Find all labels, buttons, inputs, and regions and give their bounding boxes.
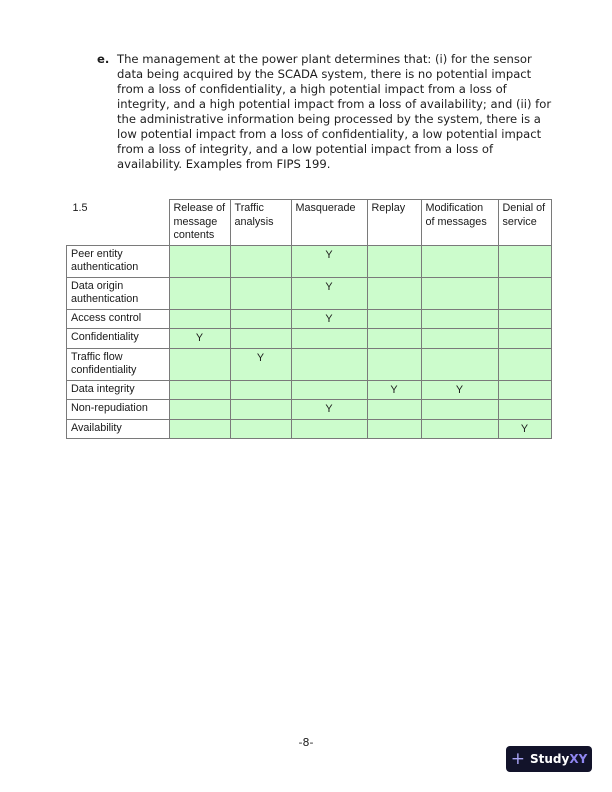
table-cell: Y <box>291 400 367 420</box>
brand-main: Study <box>529 752 570 766</box>
row-label: Peer entity authentication <box>67 245 170 277</box>
table-cell <box>169 400 230 420</box>
table-cell <box>230 245 291 277</box>
column-header: Replay <box>367 200 421 246</box>
table-row <box>67 309 552 329</box>
table-row <box>67 400 552 420</box>
table-cell <box>291 380 367 400</box>
table-cell <box>169 277 230 309</box>
table-label: 1.5 <box>67 200 170 246</box>
row-label: Access control <box>67 309 170 329</box>
row-label: Data origin authentication <box>67 277 170 309</box>
row-label: Non-repudiation <box>67 400 170 420</box>
table-cell <box>498 309 551 329</box>
column-header: Release of message contents <box>169 200 230 246</box>
question-text: The management at the power plant determines that: (i) for the sensor data being acquired by the SCADA system, there is no potential impact from a loss of confidentiality, a high potential impact from a loss of integrity, and a high potential impact from a loss of availability; and (ii) for the administrative information being processed by the system, there is a low potential impact from a loss of confidentiality, a low potential impact from a loss of integrity, and a low potential impact from a loss of availability. Examples from FIPS 199. <box>117 52 552 171</box>
table-cell <box>230 380 291 400</box>
row-label: Traffic flow confidentiality <box>67 348 170 380</box>
table-cell: Y <box>291 245 367 277</box>
table-cell <box>169 380 230 400</box>
table-cell <box>498 245 551 277</box>
table-cell <box>421 400 498 420</box>
table-cell <box>421 277 498 309</box>
table-cell <box>421 245 498 277</box>
table-cell <box>230 277 291 309</box>
column-header: Traffic analysis <box>230 200 291 246</box>
table-cell <box>421 309 498 329</box>
table-cell: Y <box>367 380 421 400</box>
table-cell <box>169 245 230 277</box>
table-cell: Y <box>169 329 230 349</box>
question-e <box>97 52 552 172</box>
page-number: -8- <box>298 736 314 749</box>
table-cell: Y <box>230 348 291 380</box>
table-cell <box>367 277 421 309</box>
table-cell: Y <box>498 419 551 439</box>
table-cell <box>498 400 551 420</box>
table-cell <box>291 329 367 349</box>
table-cell <box>367 245 421 277</box>
table-cell <box>498 348 551 380</box>
table-cell <box>230 329 291 349</box>
table-cell: Y <box>291 277 367 309</box>
table-cell <box>291 348 367 380</box>
table-cell <box>367 419 421 439</box>
studyxy-badge[interactable] <box>506 746 592 772</box>
security-services-table <box>66 199 552 439</box>
table-cell <box>421 419 498 439</box>
table-cell: Y <box>291 309 367 329</box>
column-header: Masquerade <box>291 200 367 246</box>
column-header: Denial of service <box>498 200 551 246</box>
plus-icon: + <box>510 748 525 769</box>
table-row <box>67 329 552 349</box>
table-cell <box>421 348 498 380</box>
question-marker: e. <box>97 52 110 66</box>
row-label: Data integrity <box>67 380 170 400</box>
table-cell <box>498 277 551 309</box>
table-cell <box>291 419 367 439</box>
table-cell <box>367 348 421 380</box>
table-row <box>67 245 552 277</box>
table-row <box>67 348 552 380</box>
table-cell <box>498 380 551 400</box>
row-label: Availability <box>67 419 170 439</box>
table-cell <box>169 419 230 439</box>
table-cell <box>498 329 551 349</box>
table-row <box>67 419 552 439</box>
table-row <box>67 380 552 400</box>
table-cell <box>367 400 421 420</box>
table-cell <box>421 329 498 349</box>
table-cell <box>230 419 291 439</box>
row-label: Confidentiality <box>67 329 170 349</box>
column-header: Modification of messages <box>421 200 498 246</box>
table-cell <box>367 309 421 329</box>
table-cell <box>367 329 421 349</box>
brand-accent: XY <box>569 752 588 766</box>
table-row <box>67 277 552 309</box>
table-cell <box>230 400 291 420</box>
table-header-row <box>67 200 552 246</box>
table-body <box>67 245 552 439</box>
table-cell: Y <box>421 380 498 400</box>
table-cell <box>169 348 230 380</box>
table-cell <box>230 309 291 329</box>
table-cell <box>169 309 230 329</box>
